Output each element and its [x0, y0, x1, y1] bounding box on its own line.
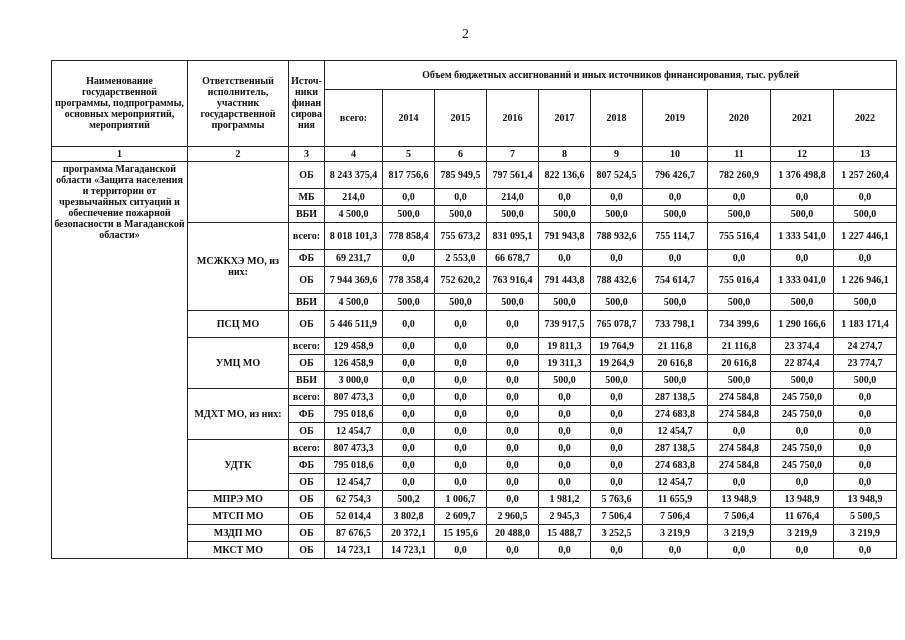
value-cell: 0,0: [435, 542, 487, 559]
source-cell: всего:: [289, 440, 325, 457]
value-cell: 500,0: [834, 206, 897, 223]
value-cell: 754 614,7: [643, 267, 708, 294]
value-cell: 500,0: [435, 206, 487, 223]
value-cell: 500,0: [383, 294, 435, 311]
value-cell: 807 524,5: [591, 162, 643, 189]
value-cell: 3 000,0: [325, 372, 383, 389]
source-cell: ОБ: [289, 423, 325, 440]
value-cell: 1 257 260,4: [834, 162, 897, 189]
value-cell: 733 798,1: [643, 311, 708, 338]
value-cell: 0,0: [487, 542, 539, 559]
executor-cell: [188, 162, 289, 223]
executor-cell: МКСТ МО: [188, 542, 289, 559]
value-cell: 0,0: [435, 389, 487, 406]
value-cell: 0,0: [435, 372, 487, 389]
value-cell: 24 274,7: [834, 338, 897, 355]
source-cell: всего:: [289, 338, 325, 355]
value-cell: 87 676,5: [325, 525, 383, 542]
value-cell: 795 018,6: [325, 406, 383, 423]
value-cell: 755 516,4: [708, 223, 771, 250]
source-cell: ФБ: [289, 457, 325, 474]
value-cell: 0,0: [771, 250, 834, 267]
value-cell: 287 138,5: [643, 440, 708, 457]
value-cell: 287 138,5: [643, 389, 708, 406]
value-cell: 0,0: [487, 372, 539, 389]
header-source: Источ-ники финан сирова ния: [289, 61, 325, 147]
value-cell: 755 114,7: [643, 223, 708, 250]
value-cell: 797 561,4: [487, 162, 539, 189]
value-cell: 0,0: [487, 491, 539, 508]
value-cell: 0,0: [834, 250, 897, 267]
value-cell: 274 584,8: [708, 406, 771, 423]
value-cell: 0,0: [383, 406, 435, 423]
value-cell: 0,0: [539, 423, 591, 440]
value-cell: 788 932,6: [591, 223, 643, 250]
value-cell: 0,0: [591, 389, 643, 406]
value-cell: 0,0: [383, 474, 435, 491]
value-cell: 0,0: [435, 338, 487, 355]
header-col-number: 5: [383, 147, 435, 162]
value-cell: 12 454,7: [325, 423, 383, 440]
value-cell: 500,2: [383, 491, 435, 508]
value-cell: 0,0: [487, 423, 539, 440]
value-cell: 245 750,0: [771, 389, 834, 406]
value-cell: 21 116,8: [643, 338, 708, 355]
value-cell: 500,0: [708, 372, 771, 389]
value-cell: 214,0: [487, 189, 539, 206]
value-cell: 0,0: [771, 474, 834, 491]
header-period-5: 2018: [591, 90, 643, 147]
page-number: 2: [462, 27, 469, 42]
value-cell: 500,0: [591, 372, 643, 389]
value-cell: 19 311,3: [539, 355, 591, 372]
value-cell: 5 446 511,9: [325, 311, 383, 338]
value-cell: 0,0: [539, 457, 591, 474]
value-cell: 0,0: [435, 311, 487, 338]
value-cell: 734 399,6: [708, 311, 771, 338]
value-cell: 0,0: [834, 542, 897, 559]
value-cell: 765 078,7: [591, 311, 643, 338]
header-executor: Ответственный исполнитель, участник государственной программы: [188, 61, 289, 147]
value-cell: 2 945,3: [539, 508, 591, 525]
executor-cell: УМЦ МО: [188, 338, 289, 389]
value-cell: 500,0: [643, 294, 708, 311]
value-cell: 500,0: [643, 206, 708, 223]
value-cell: 13 948,9: [771, 491, 834, 508]
value-cell: 500,0: [383, 206, 435, 223]
value-cell: 274 584,8: [708, 389, 771, 406]
value-cell: 0,0: [591, 189, 643, 206]
value-cell: 15 488,7: [539, 525, 591, 542]
value-cell: 500,0: [539, 372, 591, 389]
value-cell: 245 750,0: [771, 406, 834, 423]
value-cell: 500,0: [834, 294, 897, 311]
value-cell: 500,0: [591, 206, 643, 223]
value-cell: 0,0: [487, 457, 539, 474]
source-cell: ФБ: [289, 406, 325, 423]
value-cell: 822 136,6: [539, 162, 591, 189]
value-cell: 0,0: [643, 189, 708, 206]
header-col-number: 4: [325, 147, 383, 162]
source-cell: ОБ: [289, 525, 325, 542]
value-cell: 1 226 946,1: [834, 267, 897, 294]
header-group: Объем бюджетных ассигнований и иных источников финансирования, тыс. рублей: [325, 61, 897, 90]
value-cell: 0,0: [771, 423, 834, 440]
value-cell: 0,0: [383, 250, 435, 267]
value-cell: 0,0: [834, 423, 897, 440]
header-name: Наименование государственной программы, подпрограммы, основных мероприятий, мероприятий: [52, 61, 188, 147]
value-cell: 8 018 101,3: [325, 223, 383, 250]
value-cell: 785 949,5: [435, 162, 487, 189]
value-cell: 0,0: [539, 542, 591, 559]
value-cell: 831 095,1: [487, 223, 539, 250]
value-cell: 0,0: [708, 542, 771, 559]
value-cell: 0,0: [834, 440, 897, 457]
value-cell: 5 763,6: [591, 491, 643, 508]
value-cell: 0,0: [643, 250, 708, 267]
table-row: [52, 162, 897, 189]
value-cell: 1 333 041,0: [771, 267, 834, 294]
value-cell: 0,0: [487, 355, 539, 372]
value-cell: 274 584,8: [708, 440, 771, 457]
source-cell: ОБ: [289, 162, 325, 189]
value-cell: 3 219,9: [708, 525, 771, 542]
value-cell: 0,0: [435, 423, 487, 440]
value-cell: 11 676,4: [771, 508, 834, 525]
value-cell: 12 454,7: [325, 474, 383, 491]
source-cell: ОБ: [289, 542, 325, 559]
value-cell: 13 948,9: [708, 491, 771, 508]
value-cell: 19 811,3: [539, 338, 591, 355]
source-cell: ОБ: [289, 474, 325, 491]
value-cell: 0,0: [834, 406, 897, 423]
value-cell: 5 500,5: [834, 508, 897, 525]
value-cell: 69 231,7: [325, 250, 383, 267]
value-cell: 500,0: [435, 294, 487, 311]
value-cell: 66 678,7: [487, 250, 539, 267]
value-cell: 791 443,8: [539, 267, 591, 294]
source-cell: ВБИ: [289, 206, 325, 223]
value-cell: 500,0: [771, 294, 834, 311]
header-period-1: 2014: [383, 90, 435, 147]
value-cell: 3 219,9: [834, 525, 897, 542]
source-cell: МБ: [289, 189, 325, 206]
value-cell: 245 750,0: [771, 440, 834, 457]
value-cell: 0,0: [708, 250, 771, 267]
source-cell: ОБ: [289, 267, 325, 294]
executor-cell: МЗДП МО: [188, 525, 289, 542]
value-cell: 807 473,3: [325, 389, 383, 406]
value-cell: 7 506,4: [708, 508, 771, 525]
header-col-number: 11: [708, 147, 771, 162]
value-cell: 20 488,0: [487, 525, 539, 542]
executor-cell: ПСЦ МО: [188, 311, 289, 338]
executor-cell: УДТК: [188, 440, 289, 491]
value-cell: 19 264,9: [591, 355, 643, 372]
value-cell: 788 432,6: [591, 267, 643, 294]
value-cell: 778 358,4: [383, 267, 435, 294]
value-cell: 1 333 541,0: [771, 223, 834, 250]
source-cell: ОБ: [289, 311, 325, 338]
value-cell: 1 227 446,1: [834, 223, 897, 250]
value-cell: 8 243 375,4: [325, 162, 383, 189]
value-cell: 0,0: [539, 389, 591, 406]
value-cell: 3 219,9: [771, 525, 834, 542]
value-cell: 817 756,6: [383, 162, 435, 189]
value-cell: 19 764,9: [591, 338, 643, 355]
header-period-4: 2017: [539, 90, 591, 147]
value-cell: 0,0: [487, 338, 539, 355]
value-cell: 0,0: [487, 474, 539, 491]
value-cell: 0,0: [487, 389, 539, 406]
value-cell: 11 655,9: [643, 491, 708, 508]
header-period-9: 2022: [834, 90, 897, 147]
value-cell: 500,0: [539, 206, 591, 223]
source-cell: всего:: [289, 389, 325, 406]
value-cell: 23 774,7: [834, 355, 897, 372]
value-cell: 129 458,9: [325, 338, 383, 355]
header-col-number: 13: [834, 147, 897, 162]
value-cell: 0,0: [539, 440, 591, 457]
value-cell: 0,0: [591, 542, 643, 559]
value-cell: 0,0: [771, 542, 834, 559]
value-cell: 12 454,7: [643, 474, 708, 491]
value-cell: 0,0: [539, 189, 591, 206]
header-col-number: 10: [643, 147, 708, 162]
value-cell: 0,0: [383, 189, 435, 206]
header-period-7: 2020: [708, 90, 771, 147]
value-cell: 0,0: [383, 311, 435, 338]
executor-cell: МСЖКХЭ МО, из них:: [188, 223, 289, 311]
value-cell: 126 458,9: [325, 355, 383, 372]
value-cell: 2 960,5: [487, 508, 539, 525]
value-cell: 0,0: [383, 372, 435, 389]
value-cell: 2 553,0: [435, 250, 487, 267]
value-cell: 3 802,8: [383, 508, 435, 525]
value-cell: 795 018,6: [325, 457, 383, 474]
value-cell: 807 473,3: [325, 440, 383, 457]
header-period-3: 2016: [487, 90, 539, 147]
source-cell: ВБИ: [289, 294, 325, 311]
value-cell: 0,0: [539, 474, 591, 491]
value-cell: 778 858,4: [383, 223, 435, 250]
value-cell: 0,0: [435, 189, 487, 206]
value-cell: 0,0: [539, 406, 591, 423]
value-cell: 0,0: [435, 440, 487, 457]
value-cell: 13 948,9: [834, 491, 897, 508]
header-period-8: 2021: [771, 90, 834, 147]
value-cell: 0,0: [383, 338, 435, 355]
executor-cell: МДХТ МО, из них:: [188, 389, 289, 440]
value-cell: 7 506,4: [591, 508, 643, 525]
value-cell: 15 195,6: [435, 525, 487, 542]
value-cell: 500,0: [708, 206, 771, 223]
value-cell: 500,0: [643, 372, 708, 389]
value-cell: 0,0: [708, 423, 771, 440]
value-cell: 500,0: [487, 294, 539, 311]
value-cell: 500,0: [591, 294, 643, 311]
value-cell: 752 620,2: [435, 267, 487, 294]
budget-table: [51, 60, 897, 559]
value-cell: 7 944 369,6: [325, 267, 383, 294]
value-cell: 739 917,5: [539, 311, 591, 338]
header-col-number: 9: [591, 147, 643, 162]
header-col-number: 8: [539, 147, 591, 162]
value-cell: 4 500,0: [325, 206, 383, 223]
executor-cell: МТСП МО: [188, 508, 289, 525]
value-cell: 0,0: [591, 474, 643, 491]
program-name: программа Магаданской области «Защита населения и территории от чрезвычайных ситуаций и обеспечение пожарной безопасности в Магаданской области»: [52, 162, 188, 559]
value-cell: 0,0: [834, 457, 897, 474]
executor-cell: МПРЭ МО: [188, 491, 289, 508]
value-cell: 0,0: [708, 474, 771, 491]
value-cell: 0,0: [834, 189, 897, 206]
value-cell: 20 616,8: [708, 355, 771, 372]
value-cell: 274 683,8: [643, 406, 708, 423]
value-cell: 62 754,3: [325, 491, 383, 508]
source-cell: ОБ: [289, 491, 325, 508]
value-cell: 274 683,8: [643, 457, 708, 474]
source-cell: ФБ: [289, 250, 325, 267]
value-cell: 0,0: [487, 311, 539, 338]
source-cell: ВБИ: [289, 372, 325, 389]
value-cell: 1 981,2: [539, 491, 591, 508]
value-cell: 500,0: [708, 294, 771, 311]
value-cell: 0,0: [591, 250, 643, 267]
value-cell: 14 723,1: [383, 542, 435, 559]
header-col-number: 12: [771, 147, 834, 162]
value-cell: 22 874,4: [771, 355, 834, 372]
value-cell: 0,0: [834, 389, 897, 406]
value-cell: 1 376 498,8: [771, 162, 834, 189]
value-cell: 20 372,1: [383, 525, 435, 542]
value-cell: 0,0: [708, 189, 771, 206]
value-cell: 4 500,0: [325, 294, 383, 311]
value-cell: 7 506,4: [643, 508, 708, 525]
header-col-number: 3: [289, 147, 325, 162]
value-cell: 755 016,4: [708, 267, 771, 294]
value-cell: 500,0: [771, 372, 834, 389]
value-cell: 500,0: [487, 206, 539, 223]
value-cell: 755 673,2: [435, 223, 487, 250]
value-cell: 0,0: [487, 406, 539, 423]
value-cell: 3 252,5: [591, 525, 643, 542]
value-cell: 796 426,7: [643, 162, 708, 189]
value-cell: 2 609,7: [435, 508, 487, 525]
value-cell: 1 183 171,4: [834, 311, 897, 338]
value-cell: 782 260,9: [708, 162, 771, 189]
header-period-6: 2019: [643, 90, 708, 147]
value-cell: 500,0: [834, 372, 897, 389]
value-cell: 0,0: [591, 423, 643, 440]
value-cell: 214,0: [325, 189, 383, 206]
value-cell: 0,0: [435, 457, 487, 474]
value-cell: 791 943,8: [539, 223, 591, 250]
value-cell: 245 750,0: [771, 457, 834, 474]
value-cell: 0,0: [591, 406, 643, 423]
header-col-number: 2: [188, 147, 289, 162]
value-cell: 52 014,4: [325, 508, 383, 525]
value-cell: 763 916,4: [487, 267, 539, 294]
value-cell: 500,0: [771, 206, 834, 223]
value-cell: 14 723,1: [325, 542, 383, 559]
value-cell: 274 584,8: [708, 457, 771, 474]
header-period-2: 2015: [435, 90, 487, 147]
value-cell: 1 006,7: [435, 491, 487, 508]
value-cell: 0,0: [435, 406, 487, 423]
value-cell: 23 374,4: [771, 338, 834, 355]
value-cell: 0,0: [591, 440, 643, 457]
value-cell: 20 616,8: [643, 355, 708, 372]
source-cell: ОБ: [289, 355, 325, 372]
value-cell: 0,0: [383, 440, 435, 457]
value-cell: 0,0: [643, 542, 708, 559]
source-cell: ОБ: [289, 508, 325, 525]
value-cell: 3 219,9: [643, 525, 708, 542]
value-cell: 0,0: [539, 250, 591, 267]
value-cell: 0,0: [383, 389, 435, 406]
value-cell: 0,0: [383, 457, 435, 474]
header-col-number: 7: [487, 147, 539, 162]
value-cell: 0,0: [834, 474, 897, 491]
source-cell: всего:: [289, 223, 325, 250]
value-cell: 0,0: [435, 355, 487, 372]
value-cell: 12 454,7: [643, 423, 708, 440]
header-col-number: 1: [52, 147, 188, 162]
header-col-number: 6: [435, 147, 487, 162]
value-cell: 500,0: [539, 294, 591, 311]
header-period-0: всего:: [325, 90, 383, 147]
value-cell: 1 290 166,6: [771, 311, 834, 338]
value-cell: 0,0: [487, 440, 539, 457]
value-cell: 0,0: [383, 423, 435, 440]
value-cell: 0,0: [383, 355, 435, 372]
value-cell: 0,0: [771, 189, 834, 206]
value-cell: 0,0: [591, 457, 643, 474]
value-cell: 0,0: [435, 474, 487, 491]
value-cell: 21 116,8: [708, 338, 771, 355]
